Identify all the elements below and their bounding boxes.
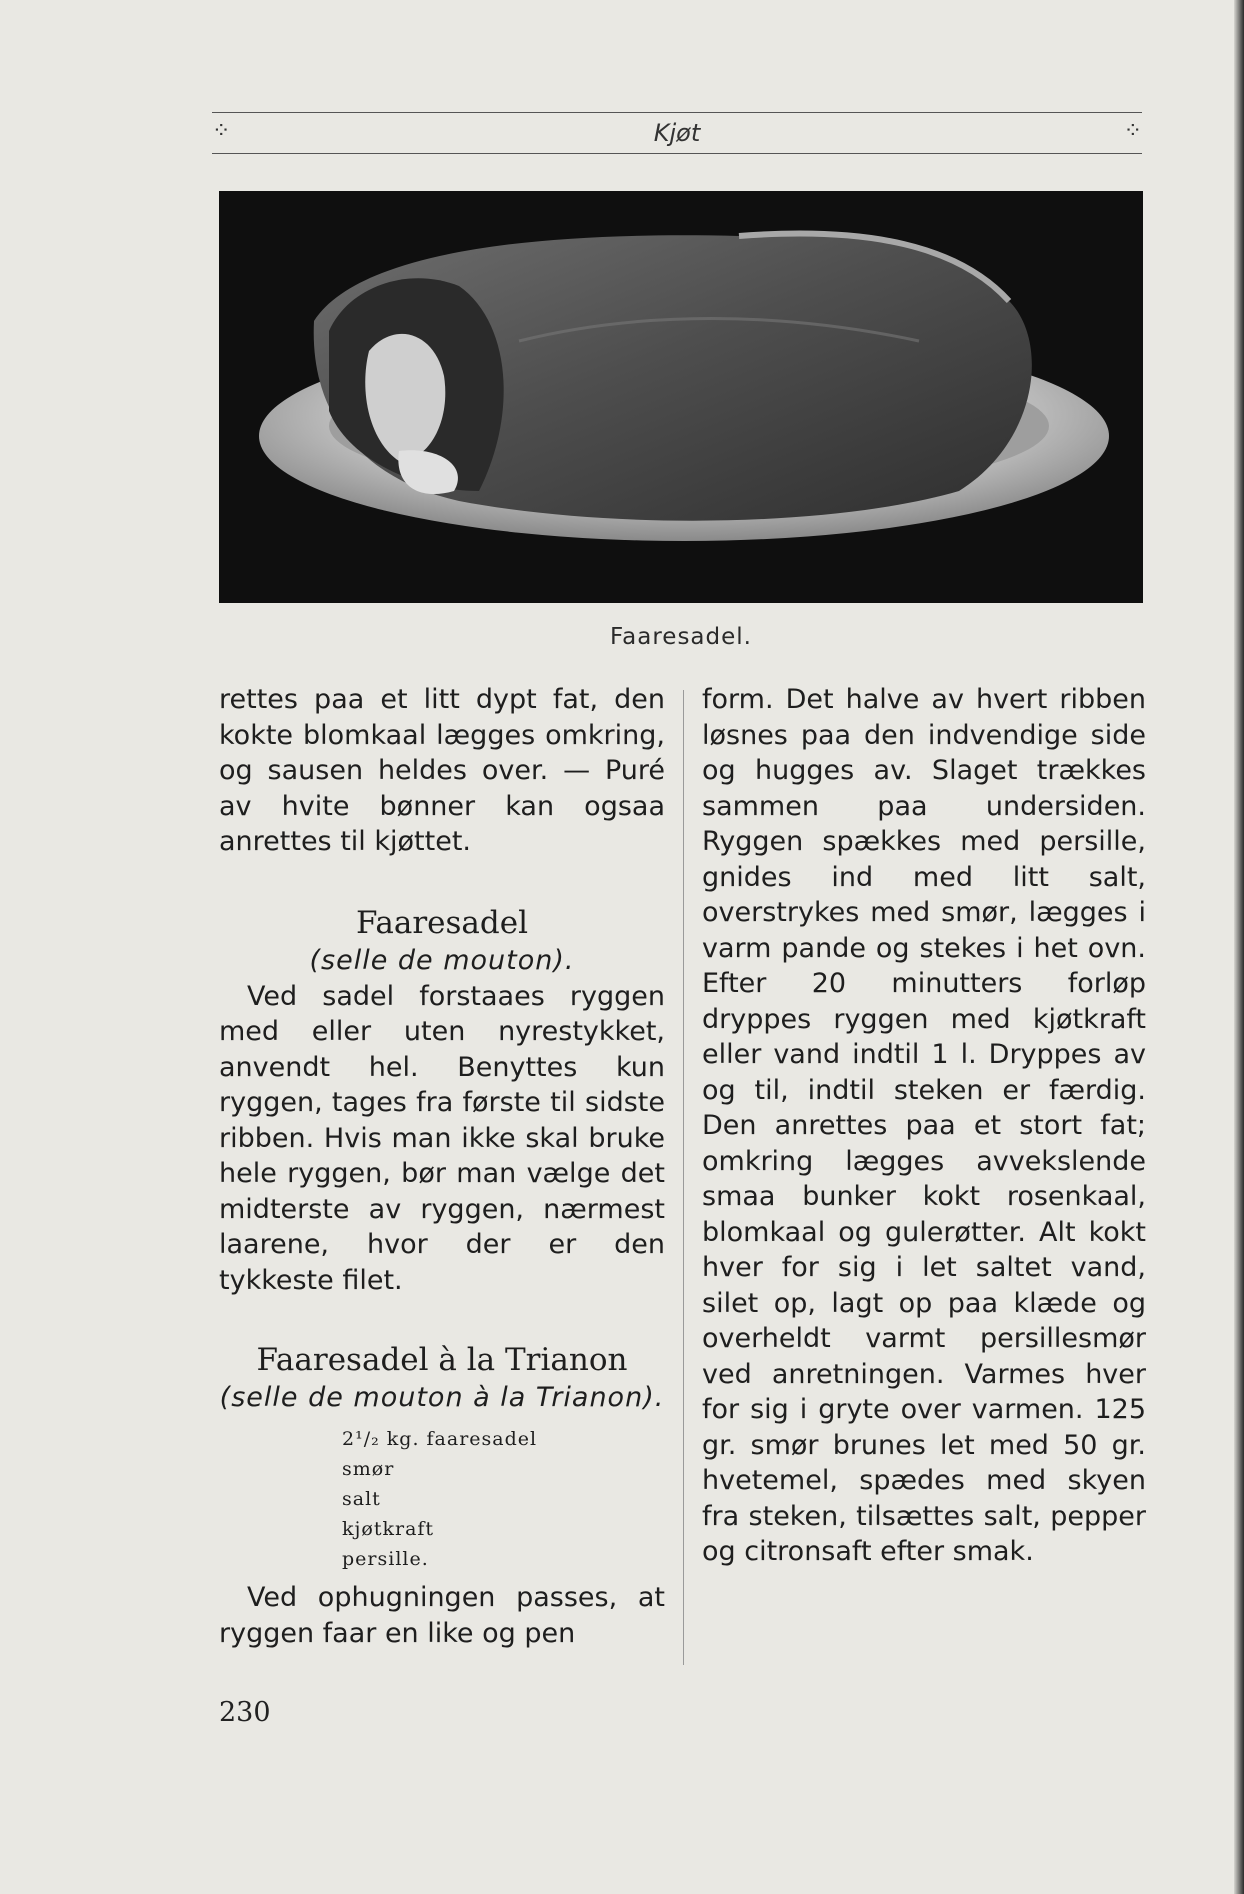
trianon-paragraph: Ved ophugningen passes, at ryggen faar en like og pen: [219, 1582, 665, 1649]
page-number: 230: [219, 1697, 271, 1728]
recipe-subheading-trianon: (selle de mouton à la Trianon).: [219, 1382, 665, 1413]
ingredient-item: 2¹/₂ kg. faaresadel: [342, 1428, 538, 1450]
recipe-heading-faaresadel: Faaresadel: [355, 904, 529, 941]
continuation-paragraph: rettes paa et litt dypt fat, den kokte blomkaal lægges omkring, og sausen heldes over. — Puré av hvite bønner kan ogsaa anrettes til kjøttet.: [219, 684, 665, 857]
faaresadel-paragraph: Ved sadel forstaaes ryggen med eller uten nyrestykket, anvendt hel. Benyttes kun ryggen, tages fra første til sidste ribben. Hvis man ikke skal bruke hele ryggen, bør man vælge det midterste av ryggen, nærmest laarene, hvor der er den tykkeste filet.: [219, 980, 665, 1296]
ingredient-item: kjøtkraft: [342, 1518, 435, 1540]
ingredient-item: smør: [342, 1458, 395, 1480]
recipe-heading-trianon: Faaresadel à la Trianon: [256, 1342, 628, 1378]
ornament-left-icon: ⁘: [212, 119, 231, 144]
right-column: [702, 682, 1146, 1570]
left-column: [219, 682, 665, 1651]
ornament-right-icon: ⁘: [1123, 119, 1142, 144]
photo-caption: Faaresadel.: [610, 624, 752, 650]
page-edge-shadow: [1234, 0, 1244, 1894]
recipe-subheading-selle-de-mouton: (selle de mouton).: [309, 944, 575, 976]
ingredient-item: persille.: [342, 1548, 429, 1570]
ingredient-item: salt: [342, 1488, 381, 1510]
saddle-of-mutton-image: [219, 191, 1143, 603]
column-divider: [683, 690, 684, 1665]
roast-photo: [219, 191, 1143, 603]
running-title: Kjøt: [653, 119, 701, 147]
trianon-continuation-paragraph: form. Det halve av hvert ribben løsnes paa den indvendige side og hugges av. Slaget trækkes sammen paa undersiden. Ryggen spækkes med persille, gnides ind med litt salt, overstrykes med smør, lægges i varm pande og stekes i het ovn. Efter 20 minutters forløp dryppes ryggen med kjøtkraft eller vand indtil 1 l. Dryppes av og til, indtil steken er færdig. Den anrettes paa et stort fat; omkring lægges avvekslende smaa bunker kokt rosenkaal, blomkaal og gulerøtter. Alt kokt hver for sig i let saltet vand, silet op, lagt op paa klæde og overheldt varmt persillesmør ved anretningen. Varmes hver for sig i gryte over varmen. 125 gr. smør brunes let med 50 gr. hvetemel, spædes med skyen fra steken, tilsættes salt, pepper og citronsaft efter smak.: [702, 684, 1146, 1567]
running-header: [212, 112, 1142, 154]
ingredient-list: [342, 1424, 665, 1574]
